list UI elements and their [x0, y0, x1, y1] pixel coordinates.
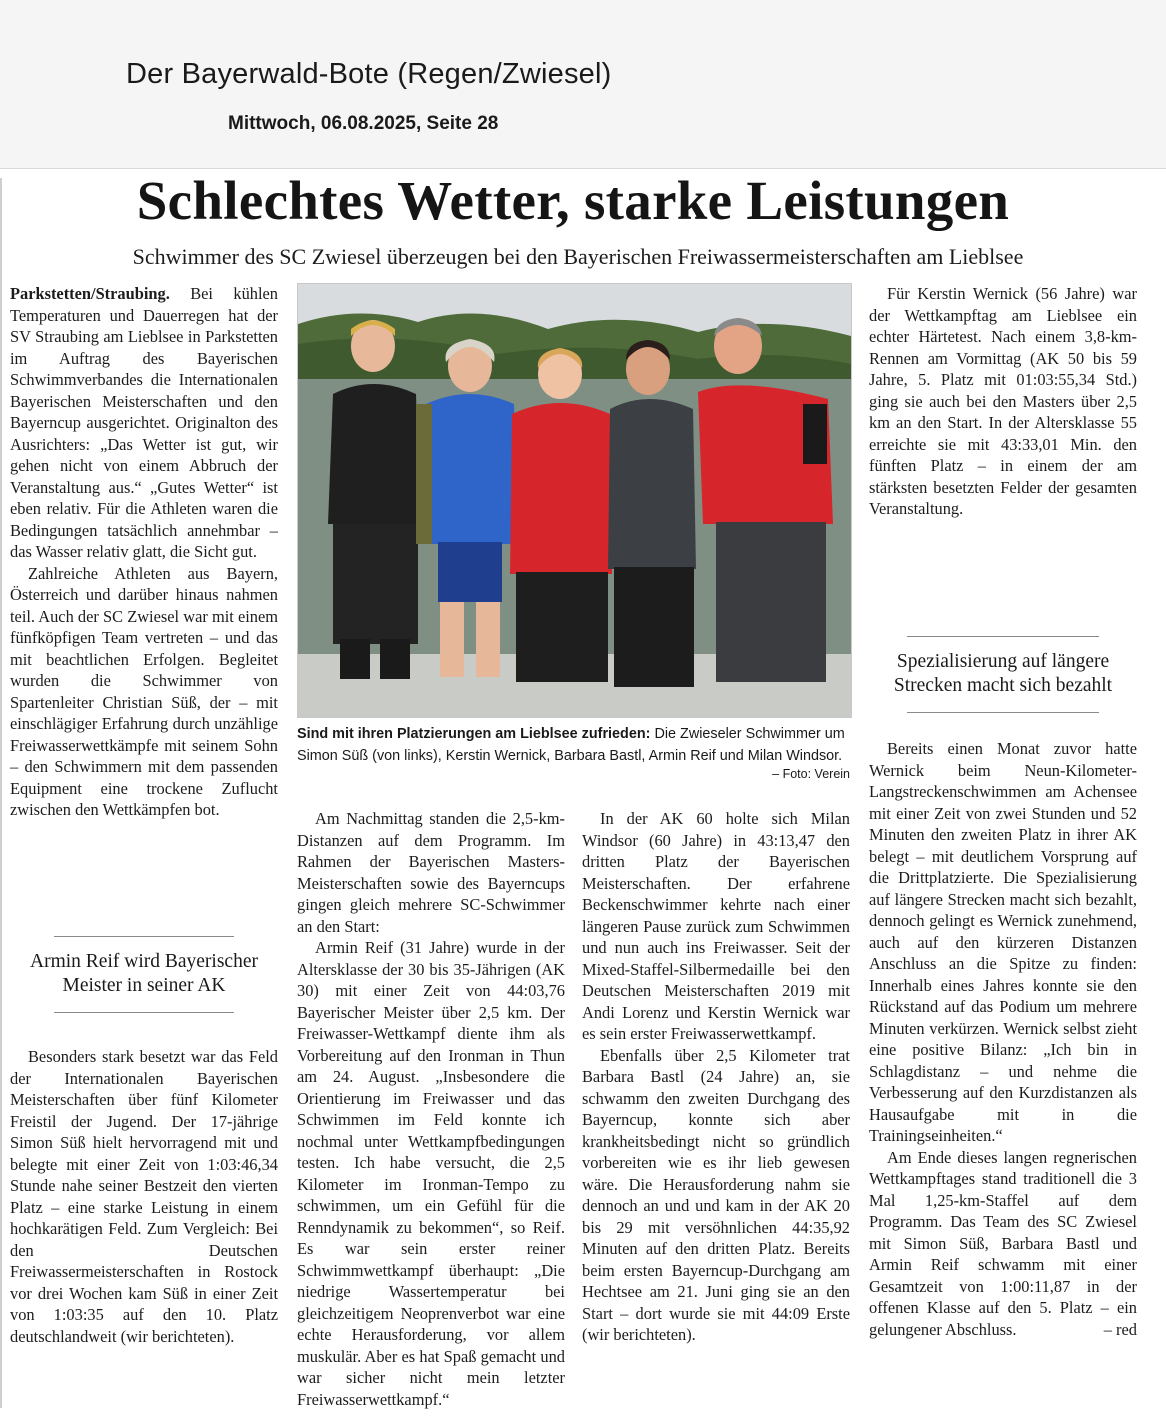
column-4-continued [869, 738, 1137, 1340]
paragraph-8: Für Kerstin Wernick (56 Jahre) war der Wettkampftag am Lieblsee ein echter Härtetest. Nach einem 3,8-km-Rennen am Vormittag (AK 50 bis 59 Jahre, 5. Platz mit 01:03:55,34 Std.) ging sie auch bei den Masters über 2,5 km an den Start. In der Altersklasse 55 erreichte sie mit 43:33,01 Min. den fünften Platz – in einem der am stärksten besetzten Felder der gesamten Veranstaltung. [869, 284, 1137, 518]
paragraph-9: Bereits einen Monat zuvor hatte Wernick beim Neun-Kilometer-Langstreckenschwimmen am Achensee mit einer Zeit von zwei Stunden und 52 Minuten den zweiten Platz in ihrer AK belegt – mit deutlichem Vorsprung auf die Drittplatzierte. Die Spezialisierung auf längere Strecken macht sich bezahlt, dennoch gelingt es Wernick zunehmend, auch auf den kürzeren Distanzen Anschluss an die Spitze zu finden: Innerhalb eines Jahres konnte sie den Rückstand auf das Podium um mehrere Minuten verkürzen. Wernick selbst zieht eine positive Bilanz: „Ich bin in Schlagdistanz – und nehme die Verbesserung auf den Kurzdistanzen als Hausaufgabe mit in die Trainingseinheiten.“ [869, 739, 1137, 1145]
caption-text: Die Zwieseler Schwimmer um Simon Süß (von links), Kerstin Wernick, Barbara Bastl, Armin Reif und Milan Windsor. [297, 726, 845, 764]
column-4 [869, 283, 1137, 520]
divider [907, 712, 1099, 713]
divider [54, 936, 234, 937]
column-2 [297, 808, 565, 1409]
subhead-2-box [869, 636, 1137, 713]
paragraph-7: Ebenfalls über 2,5 Kilometer trat Barbara Bastl (24 Jahre) an, sie schwamm den zweiten Durchgang des Bayerncup, konnte sich aber krankheitsbedingt nicht so gründlich vorbereiten wie es ihr lieb gewesen wäre. Die Herausforderung nahm sie dennoch an und und kam in der AK 20 bis 29 mit versöhnlichen 44:35,92 Minuten auf den dritten Platz. Bereits beim ersten Bayerncup-Durchgang am Hechtsee am 21. Juni ging sie an den Start – dort wurde sie mit 44:09 Erste (wir berichteten). [582, 1045, 850, 1344]
left-margin-rule [0, 178, 2, 1408]
paragraph-3: Besonders stark besetzt war das Feld der Internationalen Bayerischen Meisterschaften über fünf Kilometer Freistil der Jugend. Der 17-jährige Simon Süß hielt hervorragend mit und belegte mit einer Zeit von 1:03:46,34 Stunde nahe seiner Bestzeit den vierten Platz – eine starke Leistung in einem hochkarätigen Feld. Zum Vergleich: Bei den Deutschen Freiwassermeisterschaften in Rostock vor drei Wochen kam Süß in einer Zeit von 1:03:35 auf den 10. Platz deutschlandweit (wir berichteten). [10, 1047, 278, 1346]
subhead-1-box [10, 936, 278, 1013]
intro-paragraph [10, 283, 278, 563]
team-photo [297, 283, 852, 718]
column-3 [582, 808, 850, 1344]
team-photo-illustration [298, 284, 851, 717]
column-1-continued [10, 1046, 278, 1347]
author-signoff: – red [1103, 1319, 1137, 1339]
paragraph-2: Zahlreiche Athleten aus Bayern, Österreich und darüber hinaus nahmen teil. Auch der SC Zwiesel war mit einem fünfköpfigen Team vertreten – und das mit beachtlichen Erfolgen. Begleitet wurden die Schwimmer von Spartenleiter Christian Süß, der – mit einschlägiger Erfahrung durch unzählige Freiwasserwettkämpfe mit seinem Sohn – den Schwimmern mit dem passenden Equipment eine trockene Zuflucht zwischen den Wettkämpfen bot. [10, 563, 278, 819]
publication-date: Mittwoch, 06.08.2025, Seite 28 [228, 113, 499, 134]
column-1 [10, 283, 278, 821]
paragraph-6: In der AK 60 holte sich Milan Windsor (60 Jahre) in 43:13,47 den dritten Platz der Bayerischen Meisterschaften. Der erfahrene Beckenschwimmer kehrte nach einer längeren Pause zurück zum Schwimmen und nun auch ins Freiwasser. Seit der Mixed-Staffel-Silbermedaille bei den Deutschen Meisterschaften 2019 mit Andi Lorenz und Kerstin Wernick war es sein erster Freiwasserwettkampf. [582, 809, 850, 1043]
photo-caption [297, 724, 850, 786]
divider [54, 1012, 234, 1013]
paragraph-5: Armin Reif (31 Jahre) wurde in der Altersklasse der 30 bis 35-Jährigen (AK 30) mit einer Zeit von 44:03,76 Bayerischer Meister über 2,5 km. Der Freiwasser-Wettkampf diente ihm als Vorbereitung auf den Ironman in Thun am 24. August. „Insbesondere die Orientierung im Freiwasser und das Schwimmen im Feld konnte ich nochmal unter Wettkampfbedingungen testen. Ich habe versucht, die 2,5 Kilometer im Ironman-Tempo zu schwimmen, um ein Gefühl für die Renndynamik zu bekommen“, so Reif. Es war sein erster reiner Schwimmwettkampf überhaupt: „Die niedrige Wassertemperatur bei gleichzeitigem Neoprenverbot war eine echte Herausforderung, vor allem muskulär. Aber es hat Spaß gemacht und war sicher nicht mein letzter Freiwasserwettkampf.“ [297, 938, 565, 1409]
source-header [0, 0, 1166, 169]
article-headline: Schlechtes Wetter, starke Leistungen [136, 170, 1010, 231]
paragraph-10 [869, 1147, 1137, 1341]
subhead-1: Armin Reif wird Bayerischer Meister in seiner AK [30, 951, 258, 996]
photo-credit: – Foto: Verein [772, 767, 850, 781]
subhead-2: Spezialisierung auf längere Strecken macht sich bezahlt [893, 651, 1113, 696]
newspaper-name: Der Bayerwald-Bote (Regen/Zwiesel) [126, 58, 612, 90]
caption-lead: Sind mit ihren Platzierungen am Lieblsee zufrieden: [297, 726, 651, 742]
paragraph-10-text: Am Ende dieses langen regnerischen Wettkampftages stand traditionell die 3 Mal 1,25-km-Staffel auf dem Programm. Das Team des SC Zwiesel mit Simon Süß, Barbara Bastl und Armin Reif schwamm mit einer Gesamtzeit von 1:00:11,87 in der offenen Klasse auf den 5. Platz – ein gelungener Abschluss. [869, 1147, 1137, 1339]
dateline: Parkstetten/Straubing. [10, 284, 170, 303]
paragraph-1: Bei kühlen Temperaturen und Dauerregen hat der SV Straubing am Lieblsee in Parkstetten im Auftrag des Bayerischen Schwimmverbandes die Internationalen Bayerischen Meisterschaften und den Bayerncup ausgerichtet. Originalton des Ausrichters: „Das Wetter ist gut, wir gehen nicht von einem Abbruch der Veranstaltung aus.“ „Gutes Wetter“ ist eben relativ. Für die Athleten waren die Bedingungen tatsächlich annehmbar – das Wasser relativ glatt, die Sicht gut. [10, 284, 278, 561]
paragraph-4: Am Nachmittag standen die 2,5-km-Distanzen auf dem Programm. Im Rahmen der Bayerischen Masters-Meisterschaften sowie des Bayerncups gingen gleich mehrere SC-Schwimmer an den Start: [297, 809, 565, 936]
article-subheadline: Schwimmer des SC Zwiesel überzeugen bei den Bayerischen Freiwassermeisterschaften am Lieblsee [132, 244, 1024, 269]
divider [907, 636, 1099, 637]
